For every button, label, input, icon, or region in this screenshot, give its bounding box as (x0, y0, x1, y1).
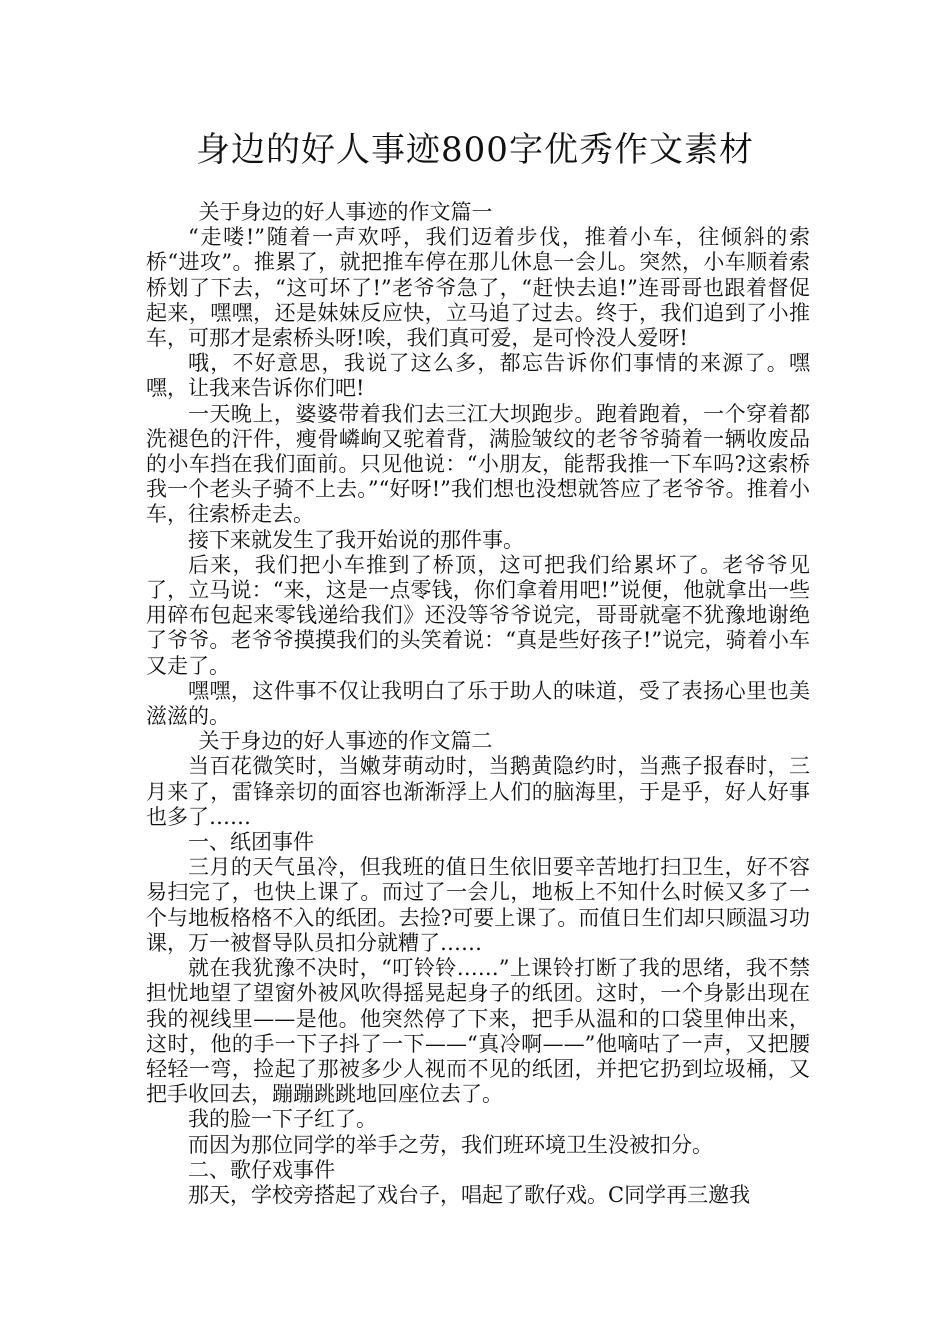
paragraph: 一天晚上，婆婆带着我们去三江大坝跑步。跑着跑着，一个穿着都洗褪色的汗件，瘦骨嶙峋又驼着背，满脸皱纹的老爷爷骑着一辆收废品的小车挡在我们面前。只见他说：“小朋友，能帮我推一下车吗?这索桥我一个老头子骑不上去。”“好呀!”我们想也没想就答应了老爷爷。推着小车，往索桥走去。 (146, 401, 810, 527)
paragraph: 一、纸团事件 (188, 830, 314, 855)
paragraph: 就在我犹豫不决时，“叮铃铃……”上课铃打断了我的思绪，我不禁担忧地望了望窗外被风吹得摇晃起身子的纸团。这时，一个身影出现在我的视线里——是他。他突然停了下来，把手从温和的口袋里伸出来，这时，他的手一下子抖了一下——“真冷啊——”他嘀咕了一声，又把腰轻轻一弯，捡起了那被多少人视而不见的纸团，并把它扔到垃圾桶，又把手收回去，蹦蹦跳跳地回座位去了。 (146, 956, 810, 1107)
paragraph: 那天，学校旁搭起了戏台子，唱起了歌仔戏。C同学再三邀我 (188, 1182, 751, 1207)
paragraph: “走喽!”随着一声欢呼，我们迈着步伐，推着小车，往倾斜的索桥“进攻”。推累了，就把推车停在那儿休息一会儿。突然，小车顺着索桥划了下去，“这可坏了!”老爷爷急了，“赶快去追!”连哥哥也跟着督促起来，嘿嘿，还是妹妹反应快，立马追了过去。终于，我们追到了小推车，可那才是索桥头呀!唉，我们真可爱，是可怜没人爱呀! (146, 225, 810, 351)
paragraph: 嘿嘿，这件事不仅让我明白了乐于助人的味道，受了表扬心里也美滋滋的。 (146, 678, 810, 729)
paragraph: 后来，我们把小车推到了桥顶，这可把我们给累坏了。老爷爷见了，立马说：“来，这是一点零钱，你们拿着用吧!”说便，他就拿出一些用碎布包起来零钱递给我们》还没等爷爷说完，哥哥就毫不犹豫地谢绝了爷爷。老爷爷摸摸我们的头笑着说：“真是些好孩子!”说完，骑着小车又走了。 (146, 552, 810, 678)
section-heading: 关于身边的好人事迹的作文篇二 (198, 729, 493, 754)
document-body (146, 200, 810, 1208)
paragraph: 当百花微笑时，当嫩芽萌动时，当鹅黄隐约时，当燕子报春时，三月来了，雷锋亲切的面容也渐渐浮上人们的脑海里，于是乎，好人好事也多了…… (146, 754, 810, 829)
paragraph: 我的脸一下子红了。 (188, 1107, 377, 1132)
paragraph: 三月的天气虽冷，但我班的值日生依旧要辛苦地打扫卫生，好不容易扫完了，也快上课了。而过了一会儿，地板上不知什么时候又多了一个与地板格格不入的纸团。去捡?可要上课了。而值日生们却只顾温习功课，万一被督导队员扣分就糟了…… (146, 855, 810, 955)
paragraph: 二、歌仔戏事件 (188, 1157, 335, 1182)
document-title: 身边的好人事迹800字优秀作文素材 (196, 130, 754, 170)
paragraph: 而因为那位同学的举手之劳，我们班环境卫生没被扣分。 (188, 1132, 713, 1157)
paragraph: 哦，不好意思，我说了这么多，都忘告诉你们事情的来源了。嘿嘿，让我来告诉你们吧! (146, 351, 810, 401)
section-heading: 关于身边的好人事迹的作文篇一 (198, 200, 493, 224)
paragraph: 接下来就发生了我开始说的那件事。 (188, 527, 524, 552)
